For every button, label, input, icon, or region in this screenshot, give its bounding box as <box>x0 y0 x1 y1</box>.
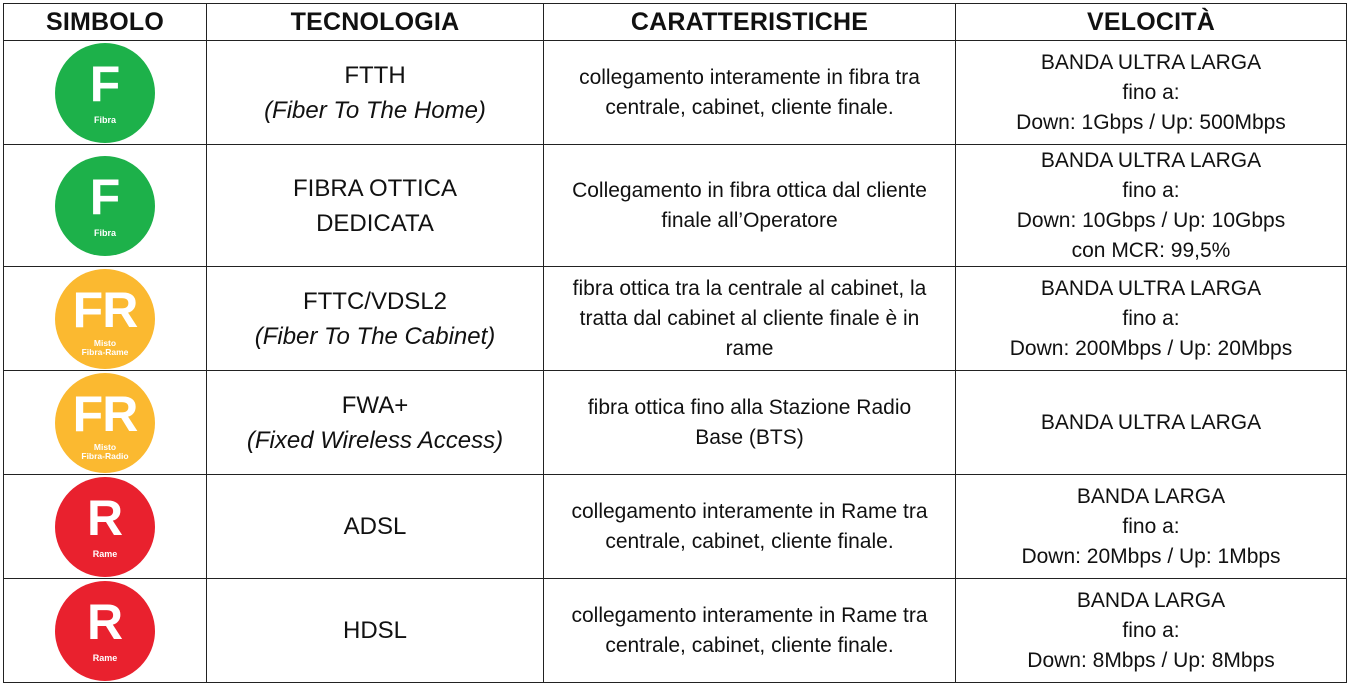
badge-caption: Misto <box>93 441 117 452</box>
badge-caption: Fibra-Radio <box>81 450 129 461</box>
symbol-cell <box>4 267 207 371</box>
speed-line: fino a: <box>1122 514 1180 538</box>
badge-caption: Rame <box>92 548 118 559</box>
header-velocita: VELOCITÀ <box>956 4 1347 41</box>
features-text: fibra ottica tra la centrale al cabinet, la tratta dal cabinet al cliente finale è in rame <box>572 276 927 360</box>
speed-line: Down: 1Gbps / Up: 500Mbps <box>1016 110 1286 134</box>
features-cell <box>544 475 956 579</box>
fibra-badge-icon: F Fibra <box>55 156 155 256</box>
rame-badge-icon: R Rame <box>55 581 155 681</box>
symbol-cell <box>4 371 207 475</box>
speed-line: BANDA ULTRA LARGA <box>1040 276 1262 300</box>
tech-name-line2: DEDICATA <box>316 209 434 237</box>
features-text: fibra ottica fino alla Stazione Radio Base (BTS) <box>587 395 912 449</box>
features-text: Collegamento in fibra ottica dal cliente finale all’Operatore <box>572 178 927 232</box>
speed-line: fino a: <box>1122 306 1180 330</box>
tech-name: FWA+ <box>341 391 409 419</box>
speed-cell <box>956 145 1347 267</box>
features-text: collegamento interamente in Rame tra centrale, cabinet, cliente finale. <box>571 499 928 553</box>
header-tecnologia: TECNOLOGIA <box>207 4 544 41</box>
header-row <box>4 4 1347 41</box>
table-row <box>4 267 1347 371</box>
tech-name: FIBRA OTTICA <box>292 174 457 202</box>
tech-name: FTTC/VDSL2 <box>302 287 448 315</box>
tech-cell <box>207 579 544 683</box>
badge-caption: Fibra-Rame <box>81 346 129 357</box>
tech-cell <box>207 145 544 267</box>
tech-name: HDSL <box>342 617 408 644</box>
speed-line: Down: 200Mbps / Up: 20Mbps <box>1009 336 1293 360</box>
tech-cell <box>207 475 544 579</box>
speed-line: BANDA LARGA <box>1076 484 1226 508</box>
speed-line: BANDA ULTRA LARGA <box>1040 410 1262 434</box>
badge-caption: Rame <box>92 652 118 663</box>
tech-cell <box>207 41 544 145</box>
speed-cell <box>956 579 1347 683</box>
speed-line: Down: 20Mbps / Up: 1Mbps <box>1021 544 1281 568</box>
table-row <box>4 475 1347 579</box>
features-cell <box>544 371 956 475</box>
speed-line: BANDA LARGA <box>1076 588 1226 612</box>
badge-caption: Misto <box>93 337 117 348</box>
speed-line: BANDA ULTRA LARGA <box>1040 50 1262 74</box>
rame-badge-icon: R Rame <box>55 477 155 577</box>
features-cell <box>544 267 956 371</box>
speed-cell <box>956 267 1347 371</box>
speed-line: fino a: <box>1122 618 1180 642</box>
tech-name: ADSL <box>343 513 407 540</box>
symbol-cell <box>4 579 207 683</box>
features-cell <box>544 41 956 145</box>
fibra-badge-icon: F Fibra <box>55 43 155 143</box>
speed-cell <box>956 475 1347 579</box>
misto-fibra-rame-badge-icon: FR Misto Fibra-Rame <box>55 269 155 369</box>
table-row <box>4 41 1347 145</box>
tech-cell <box>207 267 544 371</box>
tech-name: FTTH <box>344 61 406 89</box>
speed-line: Down: 8Mbps / Up: 8Mbps <box>1027 648 1275 672</box>
features-cell <box>544 145 956 267</box>
symbol-cell <box>4 41 207 145</box>
features-text: collegamento interamente in fibra tra centrale, cabinet, cliente finale. <box>579 65 920 119</box>
tech-cell <box>207 371 544 475</box>
symbol-cell <box>4 145 207 267</box>
speed-cell <box>956 41 1347 145</box>
speed-line: con MCR: 99,5% <box>1071 238 1231 262</box>
tech-subtitle: (Fixed Wireless Access) <box>246 426 504 454</box>
misto-fibra-radio-badge-icon: FR Misto Fibra-Radio <box>55 373 155 473</box>
tech-subtitle: (Fiber To The Home) <box>264 96 486 124</box>
speed-line: fino a: <box>1122 178 1180 202</box>
badge-caption: Fibra <box>93 227 116 238</box>
speed-cell <box>956 371 1347 475</box>
table-row <box>4 145 1347 267</box>
speed-line: BANDA ULTRA LARGA <box>1040 148 1262 172</box>
badge-caption: Fibra <box>93 114 116 125</box>
tech-subtitle: (Fiber To The Cabinet) <box>254 322 496 350</box>
table-row <box>4 371 1347 475</box>
table-row <box>4 579 1347 683</box>
symbol-cell <box>4 475 207 579</box>
speed-line: Down: 10Gbps / Up: 10Gbps <box>1016 208 1286 232</box>
header-simbolo: SIMBOLO <box>4 4 207 41</box>
speed-line: fino a: <box>1122 80 1180 104</box>
features-cell <box>544 579 956 683</box>
header-caratteristiche: CARATTERISTICHE <box>544 4 956 41</box>
technology-table <box>3 3 1347 683</box>
features-text: collegamento interamente in Rame tra centrale, cabinet, cliente finale. <box>571 603 928 657</box>
